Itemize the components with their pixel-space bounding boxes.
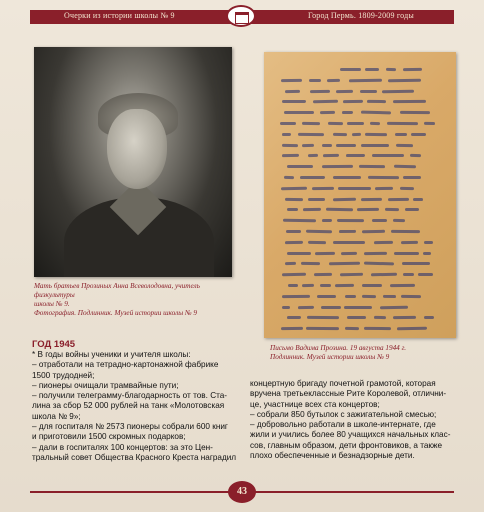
handwriting-stroke-row bbox=[280, 217, 444, 226]
handwriting-word-mark bbox=[361, 144, 389, 147]
handwriting-word-mark bbox=[342, 111, 353, 114]
handwriting-stroke-row bbox=[280, 304, 444, 313]
handwriting-word-mark bbox=[287, 252, 311, 255]
handwriting-stroke-row bbox=[280, 196, 444, 205]
handwriting-word-mark bbox=[313, 100, 338, 103]
handwriting-word-mark bbox=[371, 273, 397, 277]
handwriting-word-mark bbox=[282, 154, 299, 157]
handwriting-word-mark bbox=[361, 197, 382, 200]
handwriting-word-mark bbox=[343, 100, 363, 103]
handwriting-word-mark bbox=[393, 316, 416, 319]
handwriting-word-mark bbox=[329, 262, 360, 266]
handwriting-word-mark bbox=[352, 133, 361, 136]
text-line: – собрали 850 бутылок с зажигательной смесью; bbox=[250, 409, 437, 419]
handwriting-word-mark bbox=[386, 68, 396, 71]
handwriting-word-mark bbox=[315, 251, 335, 254]
handwriting-stroke-row bbox=[280, 131, 444, 140]
handwriting-word-mark bbox=[281, 79, 302, 82]
handwriting-word-mark bbox=[327, 79, 340, 82]
handwriting-word-mark bbox=[283, 111, 313, 114]
handwriting-stroke-row bbox=[280, 142, 444, 151]
handwriting-word-mark bbox=[405, 208, 419, 211]
handwriting-stroke-row bbox=[280, 314, 444, 323]
handwriting-word-mark bbox=[282, 143, 298, 146]
handwriting-word-mark bbox=[302, 143, 314, 146]
handwriting-word-mark bbox=[285, 89, 300, 92]
handwriting-word-mark bbox=[336, 89, 353, 92]
handwriting-word-mark bbox=[423, 252, 431, 255]
handwriting-word-mark bbox=[280, 122, 296, 125]
text-column-left bbox=[32, 350, 237, 463]
handwriting-word-mark bbox=[285, 241, 303, 244]
handwriting-word-mark bbox=[308, 154, 318, 157]
handwriting-stroke-row bbox=[280, 88, 444, 97]
handwriting-word-mark bbox=[341, 251, 357, 254]
handwriting-word-mark bbox=[322, 219, 332, 222]
text-line: вручена третьеклассные Рите Королевой, отлични- bbox=[250, 389, 447, 399]
text-line: концертную бригаду почетной грамотой, которая bbox=[250, 379, 436, 388]
text-line: – отработали на тетрадно-картонажной фабрике bbox=[32, 360, 219, 370]
handwriting-word-mark bbox=[305, 230, 331, 234]
handwriting-word-mark bbox=[302, 122, 320, 125]
handwriting-word-mark bbox=[333, 176, 361, 179]
handwriting-word-mark bbox=[301, 262, 320, 265]
handwriting-word-mark bbox=[372, 219, 387, 222]
handwriting-word-mark bbox=[380, 305, 408, 309]
handwriting-word-mark bbox=[312, 187, 334, 190]
handwriting-word-mark bbox=[336, 144, 356, 147]
handwriting-stroke-row bbox=[280, 152, 444, 161]
handwriting-word-mark bbox=[375, 187, 393, 190]
handwriting-word-mark bbox=[410, 154, 421, 157]
text-line: 1500 трудодней; bbox=[32, 370, 95, 380]
handwriting-word-mark bbox=[335, 284, 354, 287]
handwriting-word-mark bbox=[402, 262, 430, 265]
handwriting-word-mark bbox=[287, 208, 298, 211]
text-line: – дали в госпиталях 100 концертов: за это Цен- bbox=[32, 442, 213, 452]
handwriting-word-mark bbox=[322, 144, 332, 147]
handwriting-word-mark bbox=[286, 230, 301, 233]
handwriting-word-mark bbox=[411, 133, 426, 136]
handwriting-word-mark bbox=[401, 295, 421, 298]
handwriting-word-mark bbox=[338, 187, 371, 190]
handwriting-word-mark bbox=[401, 241, 418, 244]
handwriting-word-mark bbox=[418, 273, 433, 276]
handwriting-word-mark bbox=[387, 122, 418, 125]
handwriting-stroke-row bbox=[280, 109, 444, 118]
text-column-right bbox=[250, 379, 462, 461]
letter-caption-line: Подлинник. Музей истории школы № 9 bbox=[270, 353, 390, 361]
handwriting-word-mark bbox=[298, 305, 314, 308]
handwriting-word-mark bbox=[403, 273, 414, 276]
page-number: 43 bbox=[228, 481, 256, 503]
handwriting-word-mark bbox=[308, 198, 325, 201]
handwriting-word-mark bbox=[396, 143, 413, 146]
letter-caption bbox=[270, 344, 460, 362]
handwriting-stroke-row bbox=[280, 260, 444, 269]
handwriting-word-mark bbox=[403, 68, 422, 71]
handwriting-word-mark bbox=[317, 295, 336, 298]
photo-caption-line: Фотография. Подлинник. Музей истории школы № 9 bbox=[34, 309, 198, 317]
year-heading: ГОД 1945 bbox=[32, 339, 76, 350]
handwriting-word-mark bbox=[340, 68, 361, 71]
handwriting-word-mark bbox=[361, 111, 391, 115]
handwriting-stroke-row bbox=[280, 250, 444, 259]
handwriting-word-mark bbox=[372, 154, 404, 157]
handwriting-word-mark bbox=[374, 316, 386, 319]
handwriting-word-mark bbox=[364, 251, 387, 254]
handwriting-word-mark bbox=[307, 316, 339, 319]
handwriting-word-mark bbox=[314, 273, 332, 276]
handwriting-word-mark bbox=[365, 68, 379, 71]
handwriting-word-mark bbox=[308, 241, 326, 244]
handwriting-stroke-row bbox=[280, 185, 444, 194]
handwriting-word-mark bbox=[300, 176, 325, 179]
handwriting-word-mark bbox=[362, 230, 385, 233]
handwriting-stroke-row bbox=[280, 163, 444, 172]
handwriting-word-mark bbox=[306, 327, 339, 330]
handwriting-word-mark bbox=[285, 197, 303, 200]
text-line: це, участнице всех ста концертов; bbox=[250, 399, 380, 409]
handwriting-word-mark bbox=[424, 122, 435, 125]
handwriting-word-mark bbox=[310, 89, 330, 92]
handwriting-word-mark bbox=[424, 241, 433, 244]
handwriting-word-mark bbox=[288, 284, 298, 287]
handwriting-word-mark bbox=[302, 284, 314, 287]
handwriting-word-mark bbox=[319, 111, 334, 114]
handwriting-word-mark bbox=[349, 78, 382, 82]
handwriting-word-mark bbox=[287, 165, 313, 168]
text-line: лина за сбор 52 000 рублей на танк «Молотовская bbox=[32, 401, 225, 411]
handwriting-word-mark bbox=[394, 165, 416, 169]
portrait-face bbox=[107, 109, 167, 189]
handwriting-word-mark bbox=[345, 295, 356, 298]
text-line: тральный совет Общества Красного Креста наградил bbox=[32, 452, 237, 462]
photo-caption bbox=[34, 282, 239, 318]
handwriting-word-mark bbox=[339, 230, 356, 233]
letter-caption-line: Письмо Вадима Прозина. 19 августа 1944 г. bbox=[270, 344, 407, 352]
handwriting-stroke-row bbox=[280, 66, 444, 75]
handwriting-stroke-row bbox=[280, 325, 444, 334]
handwriting-word-mark bbox=[395, 133, 407, 136]
handwriting-word-mark bbox=[385, 208, 399, 211]
header-right-title: Город Пермь. 1809-2009 годы bbox=[307, 11, 414, 20]
handwriting-stroke-row bbox=[280, 206, 444, 215]
handwriting-word-mark bbox=[357, 208, 379, 211]
handwriting-word-mark bbox=[394, 252, 419, 255]
school-emblem-icon bbox=[226, 5, 256, 27]
handwriting-word-mark bbox=[322, 165, 353, 168]
handwriting-word-mark bbox=[283, 219, 316, 223]
photo-caption-line: школы № 9. bbox=[34, 300, 70, 308]
text-line: и приготовили 1500 скромных подарков; bbox=[32, 432, 186, 442]
handwriting-word-mark bbox=[397, 327, 427, 331]
text-line: – добровольно работали в школе-интернате, где bbox=[250, 420, 436, 430]
handwriting-word-mark bbox=[346, 154, 365, 157]
text-line: сов, главным образом, дети фронтовиков, а также bbox=[250, 440, 443, 450]
handwriting-word-mark bbox=[368, 176, 399, 179]
header-left-title: Очерки из истории школы № 9 bbox=[64, 11, 175, 20]
handwriting-word-mark bbox=[347, 122, 364, 125]
handwriting-word-mark bbox=[282, 273, 306, 277]
handwriting-word-mark bbox=[403, 176, 421, 179]
handwriting-word-mark bbox=[337, 219, 364, 222]
handwriting-word-mark bbox=[362, 295, 376, 298]
handwriting-word-mark bbox=[393, 100, 426, 103]
handwriting-stroke-row bbox=[280, 282, 444, 291]
handwriting-word-mark bbox=[400, 187, 414, 190]
handwriting-word-mark bbox=[359, 165, 385, 168]
handwriting-word-mark bbox=[282, 295, 310, 298]
handwriting-word-mark bbox=[383, 295, 396, 298]
text-line: жили и учились более 80 учащихся начальных клас- bbox=[250, 430, 451, 440]
handwriting-stroke-row bbox=[280, 228, 444, 237]
handwriting-word-mark bbox=[303, 208, 321, 211]
handwriting-stroke-row bbox=[280, 77, 444, 86]
handwriting-stroke-row bbox=[280, 239, 444, 248]
text-line: – для госпиталя № 2573 пионеры собрали 600 книг bbox=[32, 422, 228, 432]
handwriting-word-mark bbox=[360, 90, 377, 93]
handwriting-word-mark bbox=[298, 133, 324, 136]
handwriting-word-mark bbox=[391, 230, 421, 233]
handwriting-stroke-row bbox=[280, 98, 444, 107]
handwriting-word-mark bbox=[323, 154, 339, 157]
handwriting-word-mark bbox=[283, 176, 293, 179]
handwriting-word-mark bbox=[400, 111, 430, 114]
text-line: – получили телеграмму-благодарность от тов. Ста- bbox=[32, 391, 228, 401]
handwriting-word-mark bbox=[345, 327, 359, 330]
text-line: – пионеры очищали трамвайные пути; bbox=[32, 380, 179, 390]
handwriting-word-mark bbox=[326, 208, 353, 212]
photo-caption-line: Мать братьев Прозиных Анна Всеволодовна, учитель физкультуры bbox=[34, 282, 200, 299]
handwriting-stroke-row bbox=[280, 271, 444, 280]
handwriting-word-mark bbox=[362, 284, 382, 287]
handwriting-word-mark bbox=[328, 122, 343, 125]
handwriting-word-mark bbox=[333, 241, 365, 244]
handwriting-word-mark bbox=[281, 327, 303, 330]
handwriting-word-mark bbox=[287, 316, 301, 319]
handwriting-stroke-row bbox=[280, 293, 444, 302]
text-line: плохо обеспеченные и безнадзорные дети. bbox=[250, 451, 415, 461]
handwritten-letter-image bbox=[264, 52, 456, 338]
handwriting-word-mark bbox=[285, 262, 296, 265]
text-line: школа № 9»; bbox=[32, 411, 81, 421]
handwriting-word-mark bbox=[390, 284, 415, 287]
handwriting-word-mark bbox=[388, 198, 409, 201]
handwriting-word-mark bbox=[333, 133, 347, 136]
handwriting-word-mark bbox=[424, 316, 434, 319]
handwriting-word-mark bbox=[382, 89, 414, 92]
handwriting-word-mark bbox=[321, 306, 341, 309]
handwriting-word-mark bbox=[282, 100, 306, 103]
handwriting-word-mark bbox=[370, 122, 380, 125]
handwriting-word-mark bbox=[367, 100, 386, 103]
handwriting-word-mark bbox=[282, 133, 291, 136]
text-line: * В годы войны ученики и учителя школы: bbox=[32, 350, 191, 359]
handwriting-word-mark bbox=[413, 198, 423, 201]
handwriting-word-mark bbox=[373, 241, 393, 244]
handwriting-word-mark bbox=[309, 79, 321, 82]
handwriting-word-mark bbox=[340, 273, 364, 276]
handwriting-word-mark bbox=[333, 197, 356, 200]
handwriting-word-mark bbox=[347, 316, 366, 319]
handwriting-word-mark bbox=[364, 262, 394, 266]
handwriting-word-mark bbox=[282, 306, 290, 309]
handwriting-word-mark bbox=[393, 219, 405, 222]
handwriting-word-mark bbox=[365, 133, 387, 136]
handwriting-stroke-row bbox=[280, 120, 444, 129]
handwriting-word-mark bbox=[281, 187, 307, 190]
handwriting-word-mark bbox=[388, 79, 421, 83]
handwriting-word-mark bbox=[364, 327, 391, 330]
handwriting-word-mark bbox=[320, 284, 331, 287]
handwriting-word-mark bbox=[344, 306, 372, 309]
portrait-photo bbox=[34, 47, 232, 277]
handwriting-stroke-row bbox=[280, 174, 444, 183]
